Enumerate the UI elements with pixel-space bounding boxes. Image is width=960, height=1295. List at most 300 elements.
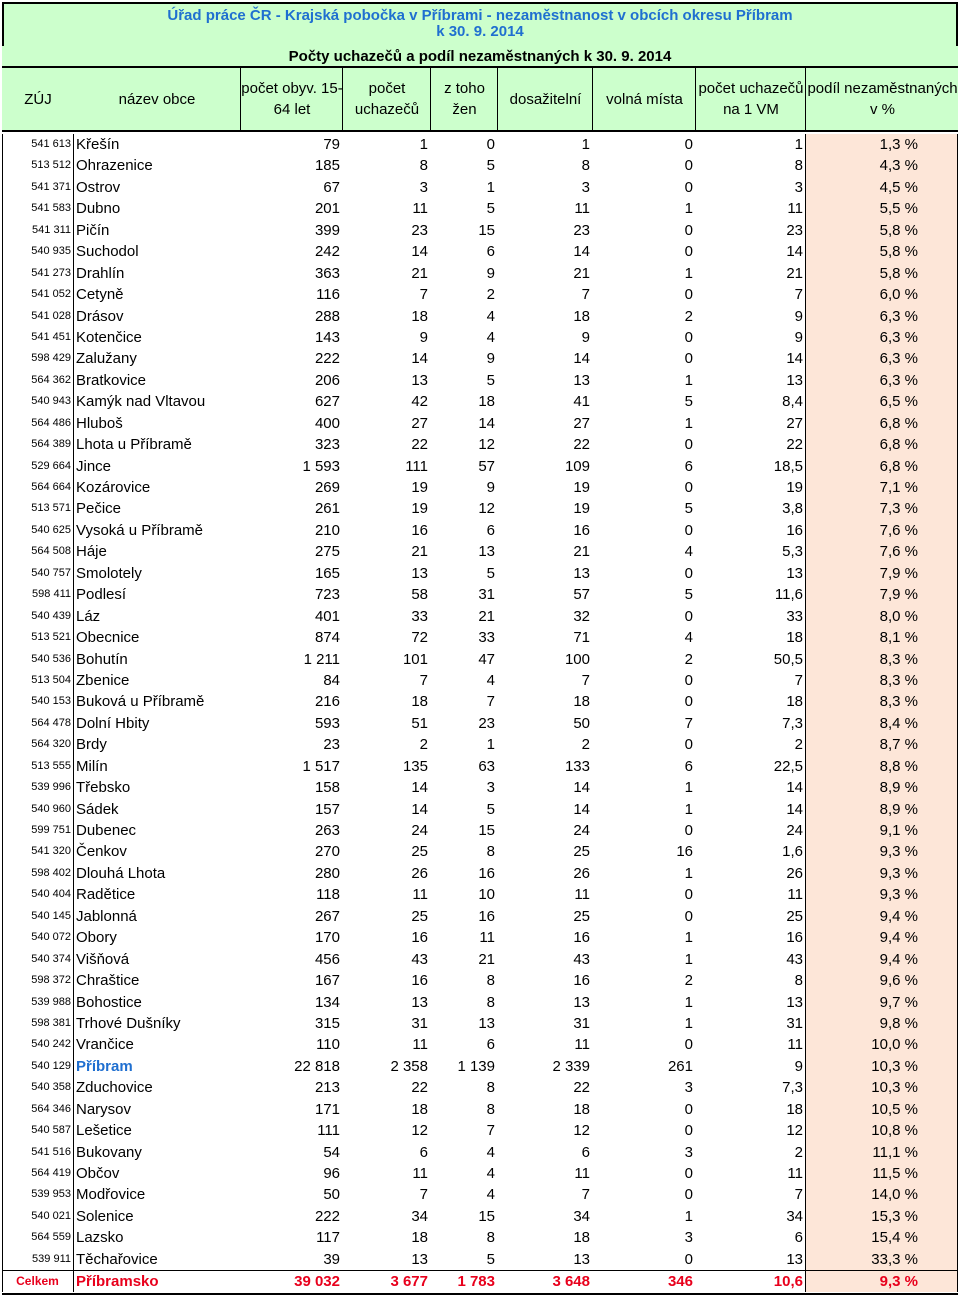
cell-population: 84 [323,671,340,689]
cell-available: 2 339 [552,1057,590,1075]
cell-population: 39 [323,1250,340,1268]
cell-women: 47 [478,650,495,668]
table-row [2,627,958,648]
title-box [2,2,958,48]
cell-applicants: 7 [419,671,428,689]
cell-available: 133 [564,757,590,775]
cell-zuj: 541 311 [2,220,74,241]
cell-per-vacancy: 7,3 [782,714,803,732]
cell-women: 10 [478,886,495,904]
cell-share: 5,5 % [805,198,958,219]
cell-available: 57 [573,586,590,604]
total-applicants: 3 677 [390,1273,428,1290]
cell-available: 34 [573,1207,590,1225]
cell-women: 4 [486,671,495,689]
table-row [2,649,958,670]
cell-women: 8 [486,1229,495,1247]
cell-population: 116 [316,286,340,304]
cell-zuj: 540 021 [2,1206,74,1227]
cell-share: 9,4 % [805,906,958,927]
cell-women: 8 [486,972,495,990]
cell-name: Láz [76,607,101,625]
cell-per-vacancy: 26 [786,864,803,882]
cell-per-vacancy: 11 [787,886,803,904]
cell-women: 21 [478,950,495,968]
cell-women: 9 [486,350,495,368]
cell-share: 10,3 % [805,1077,958,1098]
cell-population: 280 [314,864,340,882]
cell-population: 242 [314,243,340,261]
cell-per-vacancy: 12 [786,1122,803,1140]
cell-name: Vysoká u Příbramě [76,521,203,539]
cell-women: 15 [478,221,495,239]
table-row [2,606,958,627]
cell-women: 5 [486,800,495,818]
cell-per-vacancy: 1 [794,136,803,153]
table-row [2,1077,958,1098]
cell-applicants: 2 358 [390,1057,428,1075]
table-row [2,198,958,219]
cell-available: 11 [574,1165,590,1182]
cell-per-vacancy: 14 [786,350,803,368]
cell-available: 23 [573,221,590,239]
cell-applicants: 14 [411,243,428,261]
cell-population: 158 [314,779,340,797]
cell-vacancies: 4 [684,629,693,647]
cell-share: 8,8 % [805,756,958,777]
table-row [2,884,958,905]
cell-per-vacancy: 7 [794,286,803,304]
cell-vacancies: 1 [684,414,693,432]
cell-name: Bratkovice [76,371,147,389]
cell-applicants: 51 [411,714,428,732]
cell-per-vacancy: 2 [794,1143,803,1161]
cell-share: 8,3 % [805,649,958,670]
cell-name: Jince [76,457,112,475]
cell-vacancies: 0 [684,693,693,711]
cell-share: 8,3 % [805,670,958,691]
cell-population: 157 [314,800,340,818]
cell-available: 14 [573,800,590,818]
cell-per-vacancy: 11 [787,200,803,218]
cell-women: 5 [486,157,495,175]
table-row [2,541,958,562]
cell-vacancies: 0 [684,1100,693,1118]
cell-name: Trhové Dušníky [76,1014,181,1032]
cell-share: 11,5 % [805,1163,958,1184]
table-row [2,563,958,584]
cell-vacancies: 0 [684,221,693,239]
cell-zuj: 541 052 [2,284,74,305]
cell-women: 12 [478,436,495,454]
table-row [2,799,958,820]
cell-women: 13 [478,543,495,561]
table-row [2,155,958,176]
cell-share: 6,8 % [805,456,958,477]
cell-applicants: 21 [411,264,428,282]
cell-available: 11 [574,200,590,218]
cell-available: 13 [573,993,590,1011]
cell-applicants: 9 [419,328,428,346]
cell-name: Občov [76,1165,120,1182]
cell-applicants: 19 [411,500,428,518]
cell-vacancies: 1 [684,371,693,389]
cell-women: 6 [486,243,495,261]
cell-applicants: 26 [411,864,428,882]
header-applicants: počet uchazečů [342,68,431,130]
total-vacancies: 346 [667,1273,693,1290]
cell-population: 222 [314,350,340,368]
cell-applicants: 11 [412,1165,428,1182]
cell-available: 27 [573,414,590,432]
cell-vacancies: 1 [684,800,693,818]
cell-name: Kozárovice [76,479,151,496]
cell-available: 7 [581,286,590,304]
cell-share: 9,3 % [805,884,958,905]
cell-per-vacancy: 21 [786,264,803,282]
cell-population: 118 [316,886,340,904]
cell-share: 6,3 % [805,327,958,348]
cell-vacancies: 0 [684,736,693,754]
cell-per-vacancy: 9 [794,307,803,325]
cell-share: 10,8 % [805,1120,958,1141]
cell-available: 19 [573,479,590,496]
cell-applicants: 25 [411,843,428,861]
cell-women: 13 [478,1014,495,1032]
table-row [2,434,958,455]
cell-name: Zduchovice [76,1079,153,1097]
cell-per-vacancy: 3,8 [782,500,803,518]
cell-zuj: 540 960 [2,799,74,820]
cell-applicants: 25 [411,907,428,925]
cell-applicants: 13 [411,371,428,389]
table-row [2,691,958,712]
cell-per-vacancy: 24 [786,822,803,839]
cell-women: 4 [486,328,495,346]
cell-applicants: 34 [411,1207,428,1225]
cell-name: Zalužany [76,350,137,368]
cell-applicants: 101 [402,650,428,668]
cell-vacancies: 1 [684,264,693,282]
cell-women: 5 [486,564,495,582]
cell-vacancies: 0 [684,607,693,625]
cell-per-vacancy: 43 [786,950,803,968]
table-row [2,370,958,391]
cell-applicants: 3 [419,178,428,196]
cell-available: 14 [573,779,590,797]
cell-available: 31 [573,1014,590,1032]
cell-vacancies: 0 [684,1036,693,1054]
column-headers [2,66,958,132]
cell-vacancies: 2 [684,650,693,668]
cell-available: 13 [573,371,590,389]
cell-per-vacancy: 8 [794,972,803,990]
cell-zuj: 529 664 [2,456,74,477]
table-row [2,949,958,970]
cell-available: 109 [564,457,590,475]
table-row [2,1206,958,1227]
cell-per-vacancy: 13 [786,371,803,389]
cell-available: 2 [581,736,590,754]
cell-share: 8,9 % [805,777,958,798]
cell-zuj: 598 372 [2,970,74,991]
cell-name: Obory [76,929,117,947]
table-row [2,927,958,948]
cell-name: Chraštice [76,972,140,990]
table-row [2,520,958,541]
cell-zuj: 540 072 [2,927,74,948]
cell-zuj: 564 389 [2,434,74,455]
table-row [2,1056,958,1077]
cell-women: 11 [479,929,495,947]
cell-population: 50 [323,1186,340,1204]
cell-name: Lhota u Příbramě [76,436,192,454]
cell-population: 170 [314,929,340,947]
cell-per-vacancy: 8 [794,157,803,175]
table-row [2,1249,958,1270]
cell-vacancies: 0 [684,564,693,582]
cell-applicants: 14 [411,800,428,818]
cell-zuj: 513 521 [2,627,74,648]
cell-share: 7,9 % [805,584,958,605]
cell-per-vacancy: 22 [786,436,803,454]
cell-women: 16 [478,864,495,882]
cell-share: 15,4 % [805,1227,958,1248]
cell-share: 8,9 % [805,799,958,820]
cell-share: 6,8 % [805,413,958,434]
cell-women: 9 [486,264,495,282]
cell-women: 57 [478,457,495,475]
cell-available: 18 [573,693,590,711]
cell-share: 10,5 % [805,1099,958,1120]
total-label: Celkem [2,1271,74,1292]
cell-applicants: 16 [411,929,428,947]
cell-population: 110 [316,1036,340,1054]
cell-share: 14,0 % [805,1184,958,1205]
cell-population: 261 [314,500,340,518]
cell-population: 399 [314,221,340,239]
cell-women: 33 [478,629,495,647]
cell-vacancies: 0 [684,136,693,153]
cell-per-vacancy: 34 [786,1207,803,1225]
cell-per-vacancy: 27 [786,414,803,432]
cell-available: 7 [581,671,590,689]
cell-per-vacancy: 5,3 [782,543,803,561]
cell-zuj: 539 988 [2,992,74,1013]
cell-applicants: 18 [411,1229,428,1247]
cell-population: 288 [314,307,340,325]
cell-zuj: 513 555 [2,756,74,777]
cell-per-vacancy: 14 [786,779,803,797]
cell-applicants: 16 [411,972,428,990]
cell-name: Obecnice [76,629,140,647]
cell-share: 9,1 % [805,820,958,841]
cell-women: 0 [486,136,495,153]
cell-population: 210 [314,521,340,539]
cell-share: 8,3 % [805,691,958,712]
cell-zuj: 540 242 [2,1034,74,1055]
cell-per-vacancy: 25 [786,907,803,925]
cell-name: Těchařovice [76,1250,158,1268]
cell-zuj: 599 751 [2,820,74,841]
cell-women: 18 [478,393,495,411]
cell-zuj: 564 508 [2,541,74,562]
table-row [2,413,958,434]
cell-population: 206 [314,371,340,389]
cell-per-vacancy: 14 [786,800,803,818]
cell-per-vacancy: 16 [786,521,803,539]
cell-share: 7,6 % [805,541,958,562]
cell-share: 9,4 % [805,949,958,970]
cell-name: Kamýk nad Vltavou [76,393,206,411]
cell-zuj: 539 996 [2,777,74,798]
cell-per-vacancy: 19 [786,479,803,496]
table-subtitle: Počty uchazečů a podíl nezaměstnaných k 30. 9. 2014 [288,48,672,65]
cell-available: 71 [573,629,590,647]
cell-vacancies: 1 [684,864,693,882]
cell-women: 9 [486,479,495,496]
cell-per-vacancy: 23 [786,221,803,239]
cell-vacancies: 2 [684,307,693,325]
cell-per-vacancy: 3 [794,178,803,196]
cell-share: 9,4 % [805,927,958,948]
cell-name: Milín [76,757,108,775]
cell-women: 1 [486,736,495,754]
table-row [2,327,958,348]
cell-women: 5 [486,371,495,389]
cell-name: Dolní Hbity [76,714,150,732]
cell-name: Buková u Příbramě [76,693,205,711]
cell-vacancies: 0 [684,822,693,839]
cell-name: Vrančice [76,1036,134,1054]
cell-share: 6,3 % [805,306,958,327]
cell-per-vacancy: 18,5 [773,457,803,475]
cell-available: 14 [573,243,590,261]
cell-women: 5 [486,200,495,218]
cell-applicants: 18 [411,693,428,711]
cell-population: 165 [314,564,340,582]
cell-name: Modřovice [76,1186,146,1204]
table-row [2,1184,958,1205]
cell-population: 22 818 [294,1057,340,1075]
cell-name: Drásov [76,307,124,325]
cell-population: 54 [323,1143,340,1161]
cell-per-vacancy: 14 [786,243,803,261]
cell-share: 9,7 % [805,992,958,1013]
cell-women: 14 [478,414,495,432]
cell-women: 12 [478,500,495,518]
cell-zuj: 513 504 [2,670,74,691]
cell-available: 18 [573,1229,590,1247]
cell-zuj: 540 943 [2,391,74,412]
cell-vacancies: 0 [684,157,693,175]
cell-available: 13 [573,564,590,582]
cell-per-vacancy: 22,5 [773,757,803,775]
cell-vacancies: 3 [684,1143,693,1161]
cell-share: 8,4 % [805,713,958,734]
cell-applicants: 12 [411,1122,428,1140]
cell-applicants: 7 [419,1186,428,1204]
cell-zuj: 539 911 [2,1249,74,1270]
cell-women: 4 [486,1143,495,1161]
cell-vacancies: 1 [684,779,693,797]
cell-name: Višňová [76,950,130,968]
cell-vacancies: 5 [684,500,693,518]
table-row [2,1142,958,1163]
cell-population: 96 [323,1165,340,1182]
cell-name: Drahlín [76,264,125,282]
cell-name: Narysov [76,1100,132,1118]
cell-women: 7 [486,1122,495,1140]
cell-share: 11,1 % [805,1142,958,1163]
cell-population: 216 [314,693,340,711]
cell-applicants: 13 [411,1250,428,1268]
cell-share: 9,8 % [805,1013,958,1034]
cell-share: 15,3 % [805,1206,958,1227]
cell-women: 16 [478,907,495,925]
cell-applicants: 58 [411,586,428,604]
cell-per-vacancy: 13 [786,564,803,582]
cell-women: 15 [478,822,495,839]
cell-per-vacancy: 11,6 [774,586,803,604]
cell-available: 41 [573,393,590,411]
cell-applicants: 23 [411,221,428,239]
cell-per-vacancy: 6 [794,1229,803,1247]
cell-vacancies: 1 [684,993,693,1011]
cell-per-vacancy: 8,4 [782,393,803,411]
table-row [2,820,958,841]
table-row [2,713,958,734]
cell-share: 8,1 % [805,627,958,648]
cell-women: 4 [486,1186,495,1204]
cell-zuj: 541 451 [2,327,74,348]
total-row [2,1270,958,1295]
cell-vacancies: 4 [684,543,693,561]
cell-zuj: 564 320 [2,734,74,755]
cell-share: 7,1 % [805,477,958,498]
header-name: název obce [118,90,196,108]
cell-applicants: 33 [411,607,428,625]
cell-available: 19 [573,500,590,518]
cell-per-vacancy: 18 [786,629,803,647]
cell-vacancies: 0 [684,671,693,689]
cell-vacancies: 6 [684,757,693,775]
cell-zuj: 598 429 [2,348,74,369]
cell-population: 201 [314,200,340,218]
cell-zuj: 564 419 [2,1163,74,1184]
cell-name: Háje [76,543,107,561]
cell-applicants: 13 [411,993,428,1011]
cell-zuj: 540 374 [2,949,74,970]
cell-available: 22 [573,436,590,454]
cell-zuj: 540 358 [2,1077,74,1098]
cell-available: 25 [573,843,590,861]
cell-name: Ostrov [76,178,121,196]
cell-applicants: 2 [419,736,428,754]
cell-name: Křešín [76,136,120,153]
cell-share: 10,3 % [805,1056,958,1077]
cell-vacancies: 0 [684,243,693,261]
cell-vacancies: 261 [667,1057,693,1075]
cell-available: 18 [573,307,590,325]
cell-women: 3 [486,779,495,797]
cell-vacancies: 0 [684,436,693,454]
table-row [2,306,958,327]
total-population: 39 032 [294,1273,340,1290]
cell-applicants: 135 [402,757,428,775]
table-row [2,1013,958,1034]
table-row [2,906,958,927]
